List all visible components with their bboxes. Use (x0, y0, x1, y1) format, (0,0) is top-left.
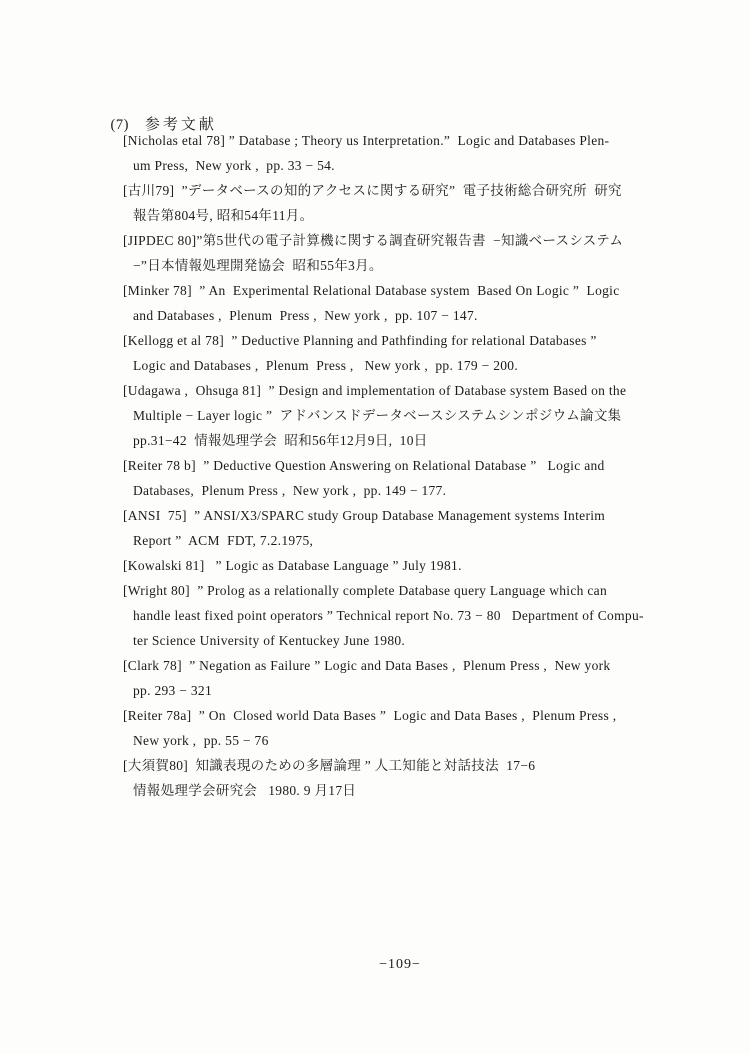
reference-line: [ANSI 75] ” ANSI/X3/SPARC study Group Database Management systems Interim (123, 508, 606, 523)
reference-line: [Reiter 78a] ” On Closed world Data Bases ” Logic and Data Bases , Plenum Press , (123, 708, 617, 723)
reference-line: um Press, New york , pp. 33 − 54. (133, 158, 335, 173)
reference-line: [大須賀80] 知識表現のための多層論理 ” 人工知能と対話技法 17−6 (123, 758, 536, 773)
reference-line: Databases, Plenum Press , New york , pp. 149 − 177. (133, 483, 447, 498)
reference-line: ter Science University of Kentuckey June 1980. (133, 633, 406, 648)
reference-line: Logic and Databases , Plenum Press , New york , pp. 179 − 200. (133, 358, 519, 373)
reference-line: [Kowalski 81] ” Logic as Database Language ” July 1981. (123, 558, 462, 573)
page-number: −109− (379, 957, 421, 972)
reference-line: [Wright 80] ” Prolog as a relationally complete Database query Language which can (123, 583, 608, 598)
reference-line: 報告第804号, 昭和54年11月。 (133, 208, 314, 223)
reference-line: [Minker 78] ” An Experimental Relational Database system Based On Logic ” Logic (123, 283, 620, 298)
reference-line: [Clark 78] ” Negation as Failure ” Logic and Data Bases , Plenum Press , New york (123, 658, 611, 673)
reference-line: pp.31−42 情報処理学会 昭和56年12月9日, 10日 (133, 433, 428, 448)
reference-line: and Databases , Plenum Press , New york , pp. 107 − 147. (133, 308, 478, 323)
reference-line: [Nicholas etal 78] ” Database ; Theory us Interpretation.” Logic and Databases Plen- (123, 133, 610, 148)
reference-line: [JIPDEC 80]”第5世代の電子計算機に関する調査研究報告書 −知識ベースシステム (123, 233, 624, 248)
reference-line: New york , pp. 55 − 76 (133, 733, 269, 748)
reference-line: Multiple − Layer logic ” アドバンスドデータベースシステムシンポジウム論文集 (133, 408, 622, 423)
reference-line: 情報処理学会研究会 1980. 9 月17日 (133, 783, 357, 798)
reference-line: pp. 293 − 321 (133, 683, 213, 698)
reference-line: Report ” ACM FDT, 7.2.1975, (133, 533, 314, 548)
section-number: (7) (110, 117, 129, 133)
reference-line: [Reiter 78 b] ” Deductive Question Answering on Relational Database ” Logic and (123, 458, 605, 473)
reference-line: handle least fixed point operators ” Technical report No. 73 − 80 Department of Compu- (133, 608, 644, 623)
reference-line: [Udagawa , Ohsuga 81] ” Design and implementation of Database system Based on the (123, 383, 627, 398)
reference-line: [古川79] ”データベースの知的アクセスに関する研究” 電子技術総合研究所 研究 (123, 183, 622, 198)
reference-list (0, 128, 750, 803)
reference-line: −”日本情報処理開発協会 昭和55年3月。 (133, 258, 383, 273)
reference-line: [Kellogg et al 78] ” Deductive Planning and Pathfinding for relational Databases ” (123, 333, 597, 348)
section-title: 参考文献 (144, 117, 217, 133)
